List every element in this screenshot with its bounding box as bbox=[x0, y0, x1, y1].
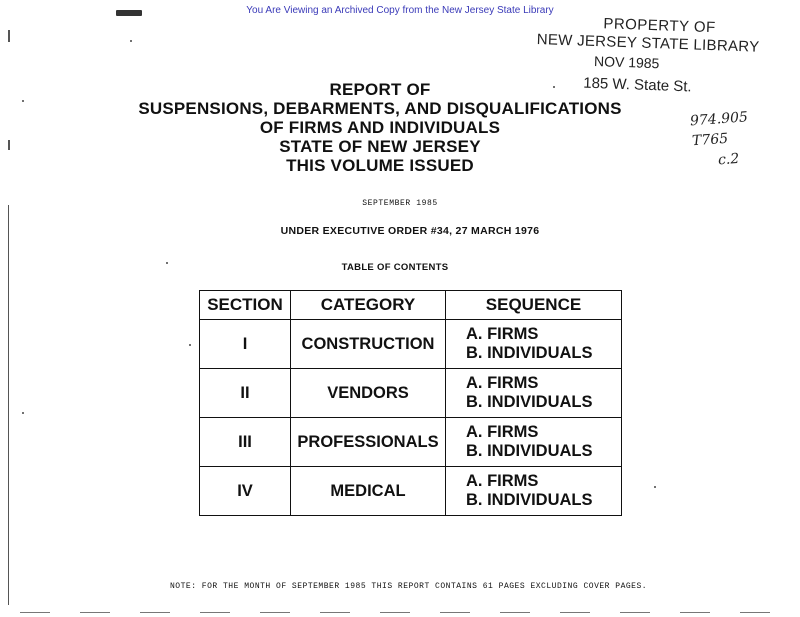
header-category: CATEGORY bbox=[291, 291, 446, 320]
scan-artifact bbox=[22, 412, 24, 414]
scan-artifact bbox=[116, 10, 142, 16]
scan-artifact bbox=[8, 205, 9, 605]
archive-banner: You Are Viewing an Archived Copy from the New Jersey State Library bbox=[246, 5, 554, 16]
sequence-firms: A. FIRMS bbox=[466, 423, 539, 441]
table-row bbox=[200, 418, 622, 467]
sequence-firms: A. FIRMS bbox=[466, 374, 539, 392]
sequence-firms: A. FIRMS bbox=[466, 472, 539, 490]
scan-artifact bbox=[130, 40, 132, 42]
report-title bbox=[120, 80, 640, 175]
call-number-copy: c.2 bbox=[717, 150, 740, 169]
sequence-cell bbox=[446, 418, 622, 467]
category-cell: CONSTRUCTION bbox=[291, 320, 446, 369]
page-count-note: NOTE: FOR THE MONTH OF SEPTEMBER 1985 THIS REPORT CONTAINS 61 PAGES EXCLUDING COVER PAGES. bbox=[170, 582, 648, 591]
table-row bbox=[200, 320, 622, 369]
header-section: SECTION bbox=[200, 291, 291, 320]
table-row bbox=[200, 467, 622, 516]
title-line-2: SUSPENSIONS, DEBARMENTS, AND DISQUALIFICATIONS bbox=[138, 99, 622, 118]
call-number bbox=[686, 108, 786, 168]
section-cell: II bbox=[200, 369, 291, 418]
scan-artifact bbox=[8, 30, 10, 42]
scan-artifact bbox=[166, 262, 168, 264]
scan-artifact bbox=[22, 100, 24, 102]
scan-artifact bbox=[8, 140, 10, 150]
sequence-firms: A. FIRMS bbox=[466, 325, 539, 343]
contents-table bbox=[199, 290, 622, 516]
call-number-cutter: T765 bbox=[691, 130, 729, 150]
title-line-5: THIS VOLUME ISSUED bbox=[286, 156, 474, 175]
scan-artifact bbox=[654, 486, 656, 488]
sequence-individuals: B. INDIVIDUALS bbox=[466, 491, 593, 509]
call-number-class: 974.905 bbox=[689, 109, 749, 130]
section-cell: III bbox=[200, 418, 291, 467]
stamp-line-property: PROPERTY OF bbox=[603, 15, 717, 37]
title-line-3: OF FIRMS AND INDIVIDUALS bbox=[259, 118, 501, 137]
scan-artifact bbox=[553, 86, 555, 88]
issue-date: SEPTEMBER 1985 bbox=[362, 199, 438, 208]
sequence-individuals: B. INDIVIDUALS bbox=[466, 442, 593, 460]
scan-artifact bbox=[20, 612, 780, 613]
category-cell: VENDORS bbox=[291, 369, 446, 418]
sequence-cell bbox=[446, 467, 622, 516]
sequence-individuals: B. INDIVIDUALS bbox=[466, 393, 593, 411]
section-cell: I bbox=[200, 320, 291, 369]
table-row bbox=[200, 369, 622, 418]
sequence-individuals: B. INDIVIDUALS bbox=[466, 344, 593, 362]
title-line-1: REPORT OF bbox=[329, 80, 431, 99]
toc-heading: TABLE OF CONTENTS bbox=[341, 262, 449, 273]
executive-order-line: UNDER EXECUTIVE ORDER #34, 27 MARCH 1976 bbox=[280, 225, 540, 237]
category-cell: MEDICAL bbox=[291, 467, 446, 516]
table-header-row bbox=[200, 291, 622, 320]
sequence-cell bbox=[446, 320, 622, 369]
stamp-line-address: 185 W. State St. bbox=[582, 74, 692, 96]
header-sequence: SEQUENCE bbox=[446, 291, 622, 320]
stamp-line-date: NOV 1985 bbox=[593, 52, 660, 72]
section-cell: IV bbox=[200, 467, 291, 516]
title-line-4: STATE OF NEW JERSEY bbox=[279, 137, 481, 156]
stamp-line-library: NEW JERSEY STATE LIBRARY bbox=[536, 30, 760, 56]
sequence-cell bbox=[446, 369, 622, 418]
scan-artifact bbox=[189, 344, 191, 346]
category-cell: PROFESSIONALS bbox=[291, 418, 446, 467]
